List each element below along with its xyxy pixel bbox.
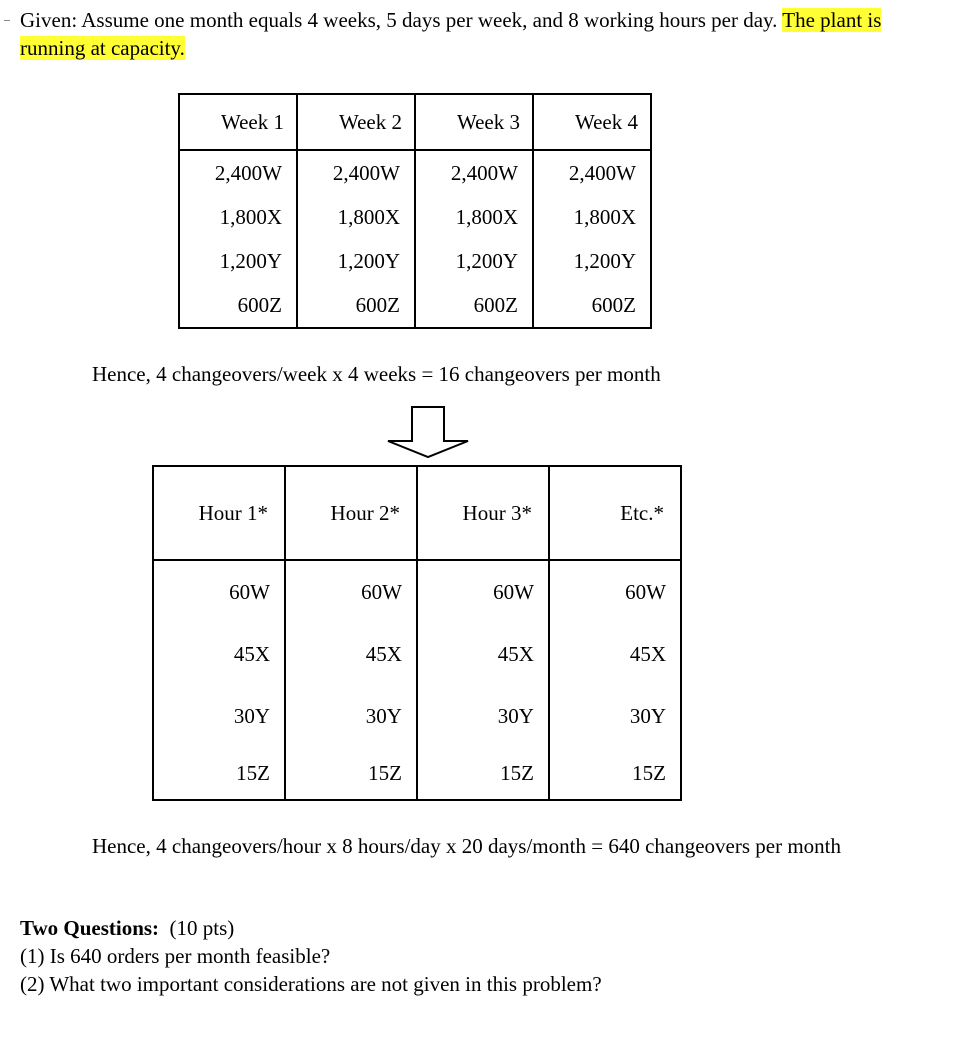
table-cell: 30Y: [285, 685, 417, 747]
table-cell: 1,200Y: [179, 239, 297, 283]
down-arrow-icon: [384, 405, 474, 459]
table-cell: 1,800X: [533, 195, 651, 239]
table-cell: 60W: [549, 560, 681, 623]
table-row: [179, 239, 651, 283]
table-row: [179, 195, 651, 239]
table-cell: 45X: [549, 623, 681, 685]
table-row: [153, 685, 681, 747]
table-cell: 15Z: [285, 747, 417, 800]
header-cell: Hour 1*: [153, 466, 285, 560]
table-cell: 30Y: [153, 685, 285, 747]
table-cell: 60W: [285, 560, 417, 623]
table-cell: 1,200Y: [533, 239, 651, 283]
table-cell: 1,800X: [297, 195, 415, 239]
table-cell: 2,400W: [179, 150, 297, 195]
table-cell: 30Y: [549, 685, 681, 747]
table-cell: 30Y: [417, 685, 549, 747]
table-cell: 2,400W: [297, 150, 415, 195]
table-cell: 2,400W: [533, 150, 651, 195]
header-cell: Week 4: [533, 94, 651, 150]
given-paragraph: [20, 6, 920, 62]
table-header-row: [153, 466, 681, 560]
header-cell: Hour 3*: [417, 466, 549, 560]
capacity-highlight: The plant is running at capacity.: [20, 8, 882, 60]
table-cell: 15Z: [417, 747, 549, 800]
table-row: [179, 283, 651, 328]
header-cell: Week 1: [179, 94, 297, 150]
table-cell: 600Z: [415, 283, 533, 328]
table-row: [179, 150, 651, 195]
given-prefix: Given:: [20, 8, 78, 32]
weekly-schedule-table: [178, 93, 652, 329]
question-1: (1) Is 640 orders per month feasible?: [20, 944, 331, 968]
table-cell: 60W: [153, 560, 285, 623]
bullet-mark: [4, 20, 10, 21]
header-cell: Hour 2*: [285, 466, 417, 560]
table-cell: 600Z: [297, 283, 415, 328]
table-cell: 45X: [417, 623, 549, 685]
table-cell: 15Z: [549, 747, 681, 800]
table-row: [153, 560, 681, 623]
hourly-changeovers-text: Hence, 4 changeovers/hour x 8 hours/day x 20 days/month = 640 changeovers per month: [92, 834, 841, 858]
table-cell: 15Z: [153, 747, 285, 800]
table-cell: 2,400W: [415, 150, 533, 195]
table-cell: 1,200Y: [415, 239, 533, 283]
header-cell: Week 2: [297, 94, 415, 150]
table-cell: 1,800X: [179, 195, 297, 239]
questions-points: (10 pts): [169, 916, 235, 940]
table-cell: 1,200Y: [297, 239, 415, 283]
table-header-row: [179, 94, 651, 150]
questions-heading: [20, 914, 602, 942]
hourly-schedule-table: [152, 465, 682, 801]
questions-block: [20, 914, 602, 998]
table-cell: 60W: [417, 560, 549, 623]
given-text: Assume one month equals 4 weeks, 5 days per week, and 8 working hours per day.: [77, 8, 778, 32]
questions-title: Two Questions:: [20, 916, 160, 940]
table-cell: 45X: [285, 623, 417, 685]
table-cell: 45X: [153, 623, 285, 685]
table-row: [153, 623, 681, 685]
table-cell: 1,800X: [415, 195, 533, 239]
question-2: (2) What two important considerations are not given in this problem?: [20, 972, 602, 996]
table-cell: 600Z: [533, 283, 651, 328]
table-cell: 600Z: [179, 283, 297, 328]
header-cell: Week 3: [415, 94, 533, 150]
table-row: [153, 747, 681, 800]
weekly-changeovers-text: Hence, 4 changeovers/week x 4 weeks = 16 changeovers per month: [92, 362, 661, 386]
header-cell: Etc.*: [549, 466, 681, 560]
